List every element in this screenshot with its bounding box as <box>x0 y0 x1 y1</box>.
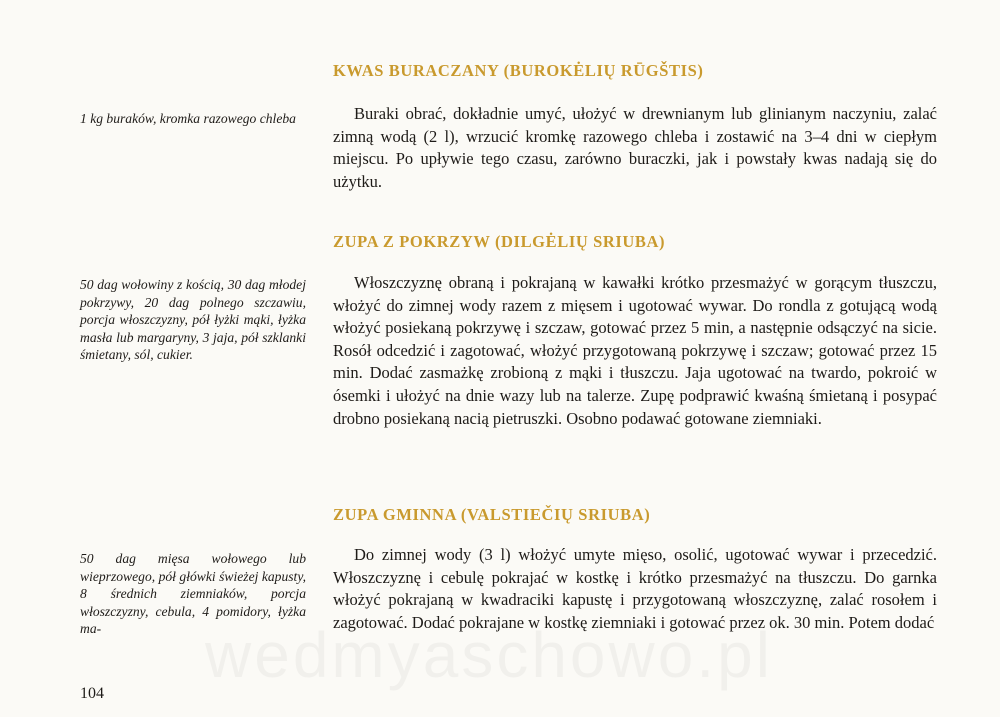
instructions-zupa-z-pokrzyw: Włoszczyznę obraną i pokrajaną w kawałki krótko przesmażyć w gorącym tłuszczu, włożyć do zimnej wody razem z mięsem i ugotować wywar. Do rondla z gotującą wodą włożyć posiekaną pokrzywę i szczaw, gotować przez 5 min, a następnie odsączyć na sicie. Rosół odcedzić i zagotować, włożyć przygotowaną pokrzywę i szczaw; gotować przez 15 min. Dodać zasmażkę zrobioną z mąki i tłuszczu. Jaja ugotować na twardo, pokroić w ósemki i ułożyć na dnie wazy lub na talerze. Zupę podprawić kwaśną śmietaną i posypać drobno posiekaną nacią pietruszki. Osobno podawać gotowane ziemniaki. <box>333 273 937 428</box>
ingredients-zupa-z-pokrzyw: 50 dag wołowiny z kością, 30 dag młodej pokrzywy, 20 dag polnego szczawiu, porcja włoszczyzny, pół łyżki mąki, łyżka masła lub margaryny, 3 jaja, pół szklanki śmietany, sól, cukier. <box>80 277 306 363</box>
recipe-title-kwas-buraczany: KWAS BURACZANY (BUROKĖLIŲ RŪGŠTIS) <box>333 61 704 80</box>
page-number: 104 <box>80 685 104 702</box>
recipe-title-zupa-gminna: ZUPA GMINNA (VALSTIEČIŲ SRIUBA) <box>333 505 651 524</box>
instructions-zupa-gminna: Do zimnej wody (3 l) włożyć umyte mięso, osolić, ugotować wywar i przecedzić. Włoszczyznę i cebulę pokrajać w kostkę i krótko przesmażyć na tłuszczu. Do garnka włożyć pokrajaną w kwadraciki kapustę i przygotowaną włoszczyznę, zalać rosołem i zagotować. Dodać pokrajane w kostkę ziemniaki i gotować przez ok. 30 min. Potem dodać <box>333 545 937 632</box>
instructions-kwas-buraczany: Buraki obrać, dokładnie umyć, ułożyć w drewnianym lub glinianym naczyniu, zalać zimną wodą (2 l), wrzucić kromkę razowego chleba i zostawić na 3–4 dni w ciepłym miejscu. Po upływie tego czasu, zarówno buraczki, jak i powstały kwas nadają się do użytku. <box>333 104 937 191</box>
ingredients-zupa-gminna: 50 dag mięsa wołowego lub wieprzowego, pół główki świeżej kapusty, 8 średnich ziemniaków, porcja włoszczyzny, cebula, 4 pomidory, łyżka ma- <box>80 551 306 637</box>
ingredients-kwas-buraczany: 1 kg buraków, kromka razowego chleba <box>80 111 296 126</box>
recipe-title-zupa-z-pokrzyw: ZUPA Z POKRZYW (DILGĖLIŲ SRIUBA) <box>333 232 666 251</box>
